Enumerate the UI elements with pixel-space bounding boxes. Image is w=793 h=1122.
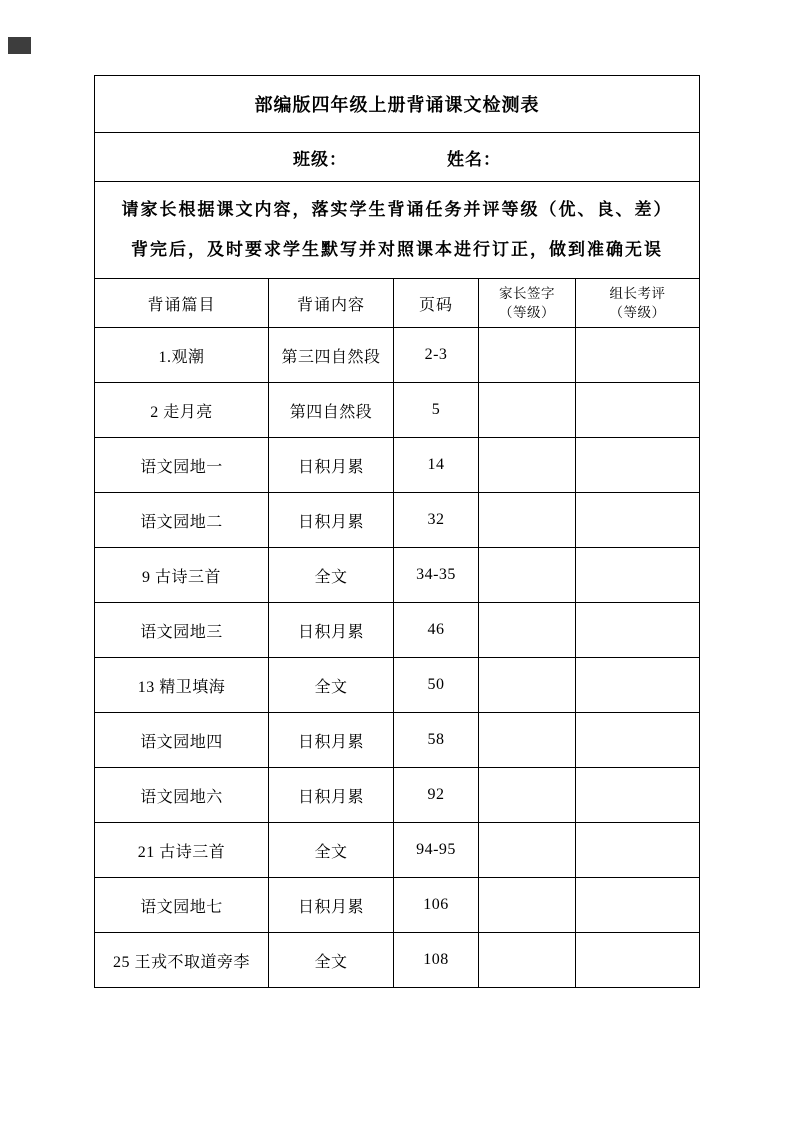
cell-page-number: 58 <box>394 713 479 768</box>
cell-page-number: 14 <box>394 438 479 493</box>
meta-row <box>95 133 700 182</box>
cell-page-number: 46 <box>394 603 479 658</box>
table-head-section <box>95 76 700 328</box>
cell-recitation-item: 语文园地四 <box>95 713 269 768</box>
cell-recitation-item: 2 走月亮 <box>95 383 269 438</box>
cell-recitation-item: 语文园地七 <box>95 878 269 933</box>
cell-recitation-content: 日积月累 <box>269 438 394 493</box>
instructions-cell <box>95 182 700 279</box>
table-row <box>95 328 700 383</box>
class-label: 班级： <box>293 149 348 169</box>
table-row <box>95 933 700 988</box>
cell-leader-review <box>576 878 700 933</box>
header-label: 背诵内容 <box>296 296 365 314</box>
header-recitation-content <box>269 279 394 328</box>
cell-recitation-content: 全文 <box>269 548 394 603</box>
cell-recitation-content: 全文 <box>269 933 394 988</box>
cell-recitation-item: 语文园地三 <box>95 603 269 658</box>
cell-leader-review <box>576 658 700 713</box>
cell-leader-review <box>576 823 700 878</box>
header-label: 背诵篇目 <box>147 296 216 314</box>
cell-recitation-item: 9 古诗三首 <box>95 548 269 603</box>
cell-leader-review <box>576 548 700 603</box>
cell-page-number: 5 <box>394 383 479 438</box>
cell-leader-review <box>576 713 700 768</box>
cell-page-number: 92 <box>394 768 479 823</box>
cell-recitation-content: 日积月累 <box>269 768 394 823</box>
cell-page-number: 106 <box>394 878 479 933</box>
cell-leader-review <box>576 383 700 438</box>
cell-page-number: 94-95 <box>394 823 479 878</box>
header-sublabel: （等级） <box>499 305 555 320</box>
cell-parent-signature <box>479 823 576 878</box>
cell-page-number: 50 <box>394 658 479 713</box>
cell-leader-review <box>576 768 700 823</box>
class-name-cell <box>95 133 700 182</box>
title-row <box>95 76 700 133</box>
header-parent-signature <box>479 279 576 328</box>
instructions-line-2: 背完后，及时要求学生默写并对照课本进行订正，做到准确无误 <box>131 240 664 259</box>
cell-parent-signature <box>479 878 576 933</box>
cell-page-number: 108 <box>394 933 479 988</box>
cell-page-number: 34-35 <box>394 548 479 603</box>
cell-page-number: 2-3 <box>394 328 479 383</box>
table-row <box>95 383 700 438</box>
instructions-row <box>95 182 700 279</box>
table-row <box>95 768 700 823</box>
cell-parent-signature <box>479 328 576 383</box>
cell-page-number: 32 <box>394 493 479 548</box>
cell-recitation-item: 语文园地二 <box>95 493 269 548</box>
cell-recitation-item: 1.观潮 <box>95 328 269 383</box>
header-label: 组长考评 <box>609 286 666 301</box>
cell-parent-signature <box>479 383 576 438</box>
header-label: 页码 <box>418 296 453 314</box>
name-label: 姓名： <box>447 149 502 169</box>
table-row <box>95 878 700 933</box>
cell-recitation-content: 日积月累 <box>269 713 394 768</box>
cell-recitation-item: 语文园地六 <box>95 768 269 823</box>
cell-leader-review <box>576 438 700 493</box>
cell-recitation-item: 21 古诗三首 <box>95 823 269 878</box>
cell-parent-signature <box>479 768 576 823</box>
cell-leader-review <box>576 933 700 988</box>
table-row <box>95 823 700 878</box>
cell-parent-signature <box>479 713 576 768</box>
table-row <box>95 603 700 658</box>
cell-recitation-item: 13 精卫填海 <box>95 658 269 713</box>
cell-parent-signature <box>479 438 576 493</box>
cell-leader-review <box>576 603 700 658</box>
cell-recitation-content: 第四自然段 <box>269 383 394 438</box>
cell-parent-signature <box>479 603 576 658</box>
table-row <box>95 713 700 768</box>
header-leader-review <box>576 279 700 328</box>
header-sublabel: （等级） <box>609 305 666 320</box>
cell-recitation-content: 全文 <box>269 823 394 878</box>
cell-recitation-item: 25 王戎不取道旁李 <box>95 933 269 988</box>
cell-parent-signature <box>479 658 576 713</box>
cell-recitation-content: 日积月累 <box>269 878 394 933</box>
cell-recitation-content: 第三四自然段 <box>269 328 394 383</box>
header-recitation-item <box>95 279 269 328</box>
cell-recitation-content: 全文 <box>269 658 394 713</box>
table-body <box>95 328 700 988</box>
cell-leader-review <box>576 493 700 548</box>
table-row <box>95 658 700 713</box>
cell-parent-signature <box>479 548 576 603</box>
document-title: 部编版四年级上册背诵课文检测表 <box>95 76 700 133</box>
header-page-number <box>394 279 479 328</box>
cell-parent-signature <box>479 493 576 548</box>
table-row <box>95 438 700 493</box>
table-row <box>95 548 700 603</box>
corner-mark <box>8 37 31 54</box>
instructions-line-1: 请家长根据课文内容，落实学生背诵任务并评等级（优、良、差） <box>121 200 673 219</box>
recitation-checklist-table <box>94 75 700 988</box>
table-header-row <box>95 279 700 328</box>
cell-leader-review <box>576 328 700 383</box>
cell-recitation-content: 日积月累 <box>269 603 394 658</box>
cell-recitation-content: 日积月累 <box>269 493 394 548</box>
table-row <box>95 493 700 548</box>
cell-recitation-item: 语文园地一 <box>95 438 269 493</box>
header-label: 家长签字 <box>499 286 555 301</box>
cell-parent-signature <box>479 933 576 988</box>
